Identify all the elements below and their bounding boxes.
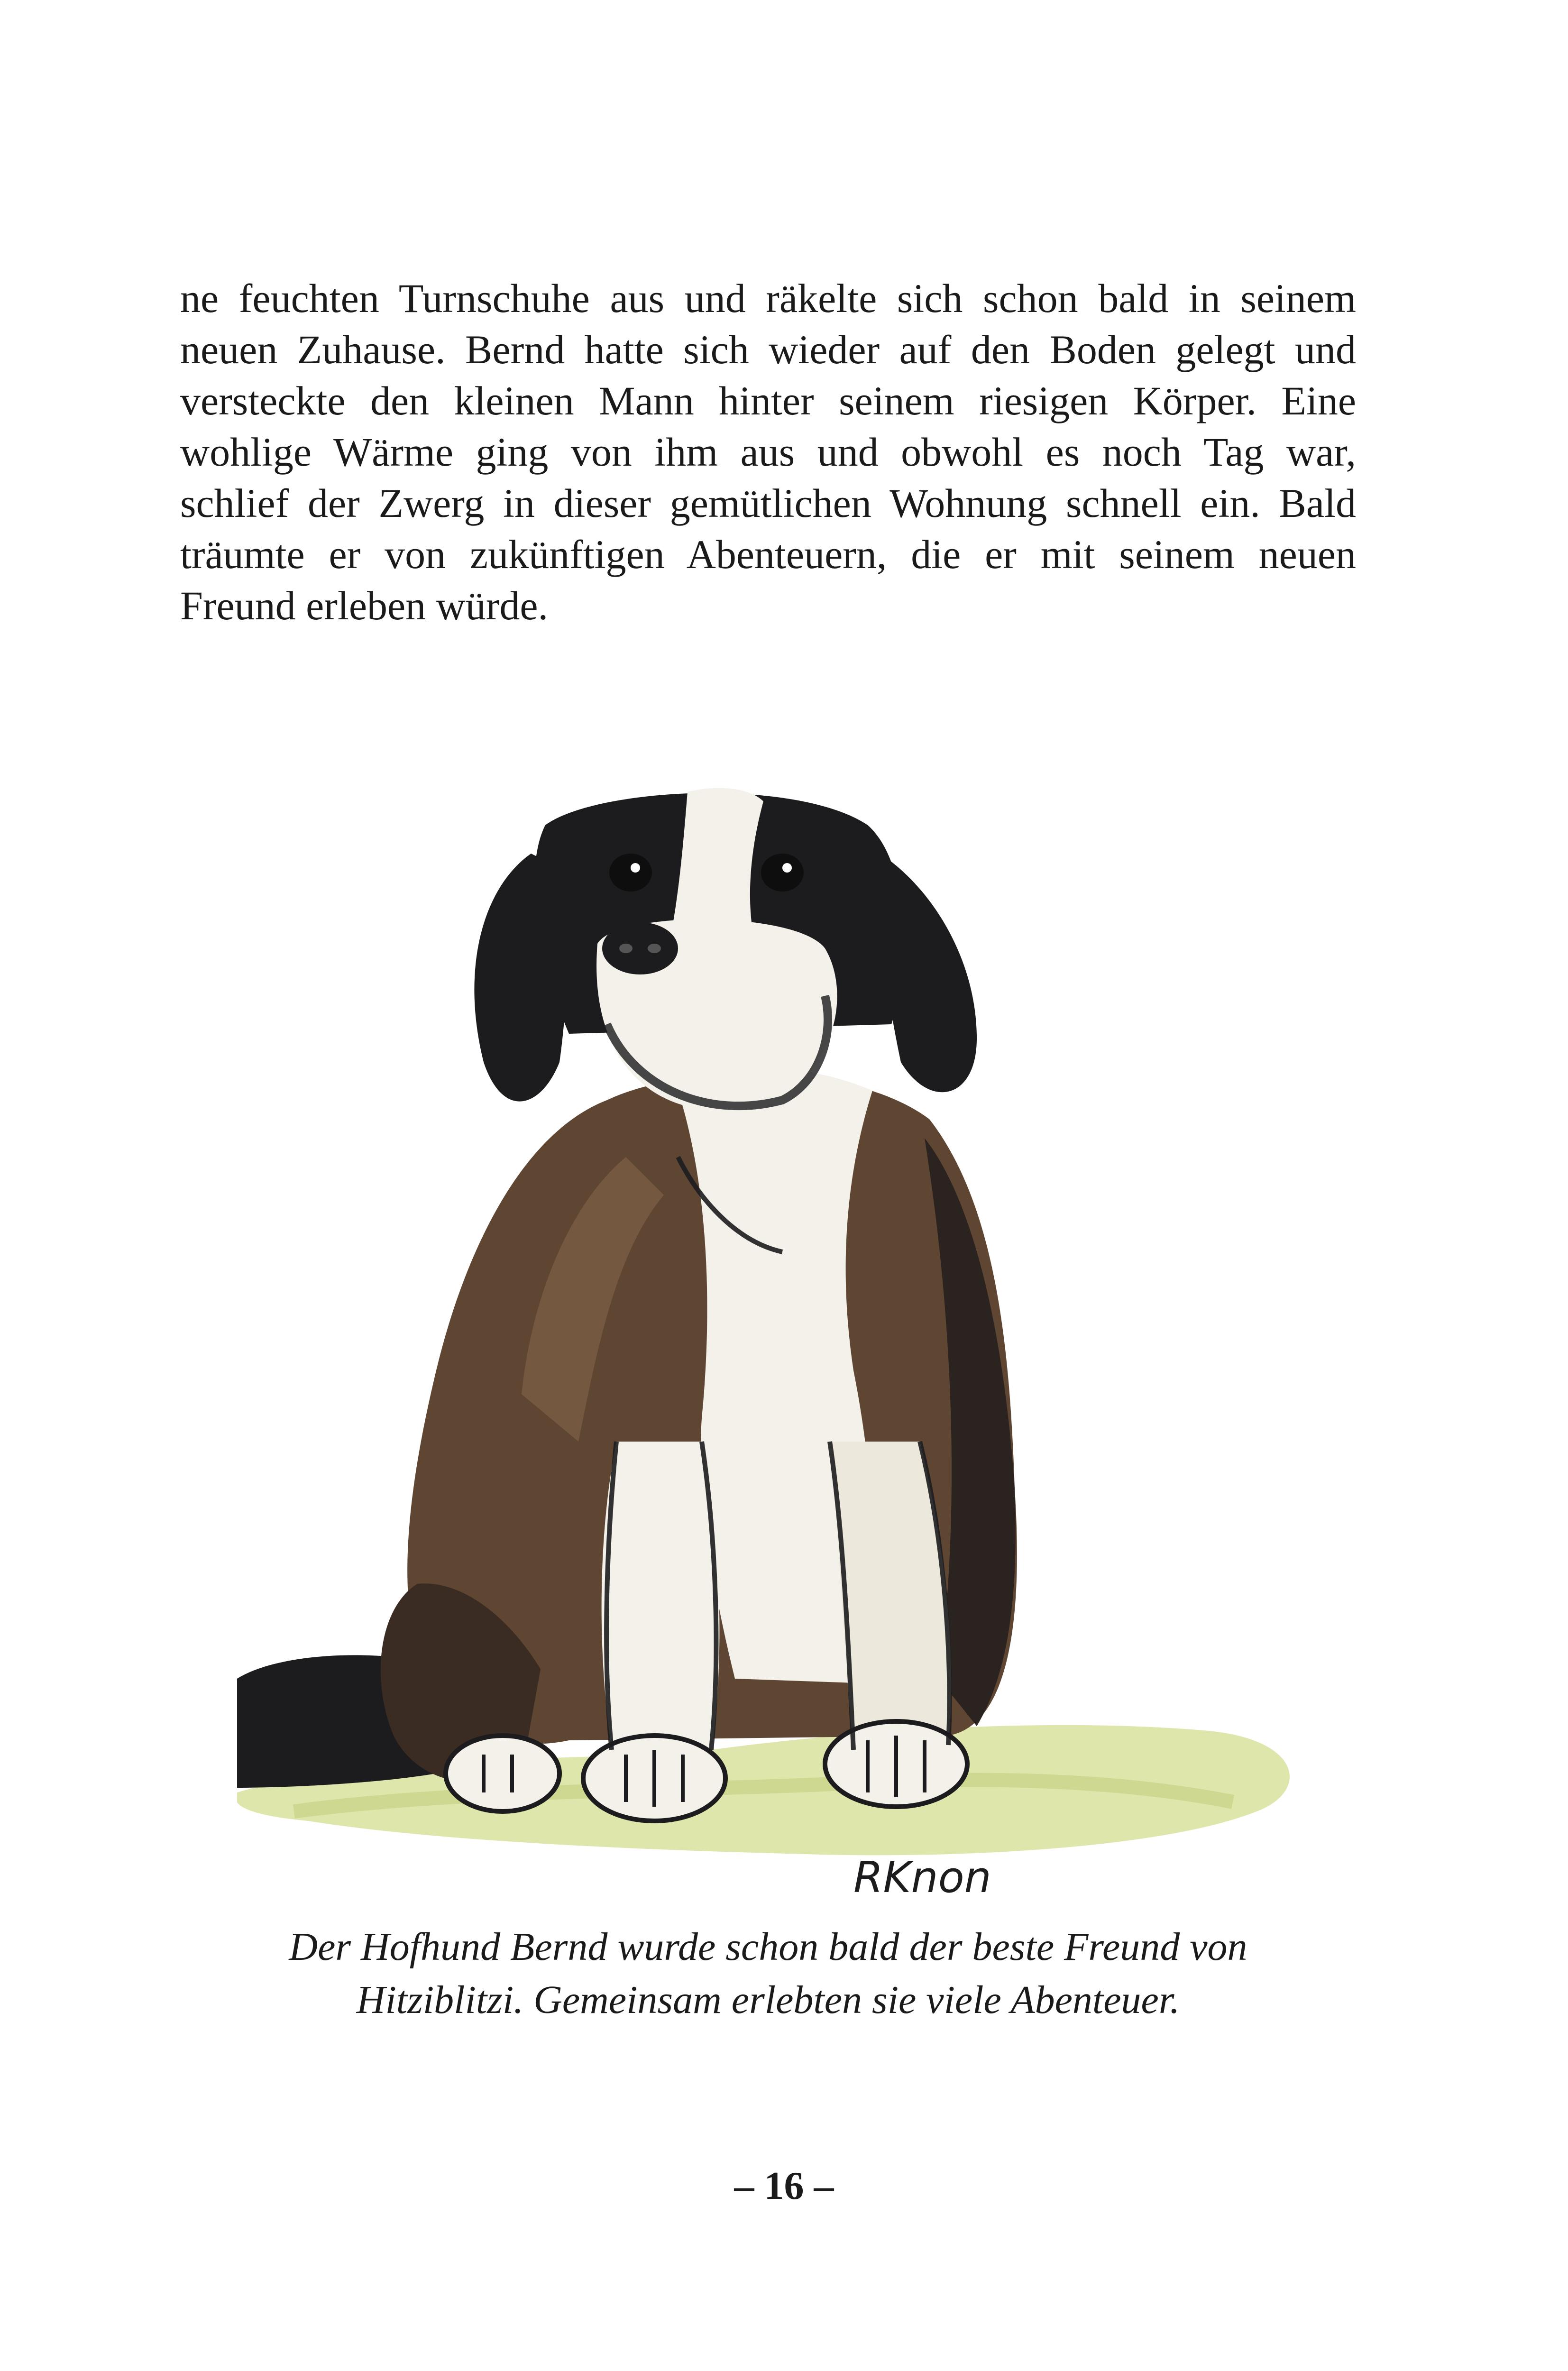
body-text	[180, 273, 1356, 631]
body-line: wohlige Wärme ging von ihm aus und obwohl es noch Tag war,	[180, 429, 1356, 475]
front-leg-left	[602, 1442, 720, 1755]
page-number: – 16 –	[734, 2164, 834, 2208]
nose	[602, 922, 678, 974]
figure-caption	[180, 1921, 1356, 2027]
eye-right	[761, 854, 804, 891]
body-line: versteckte den kleinen Mann hinter seinem riesigen Körper. Eine	[180, 378, 1356, 423]
st-bernard-drawing	[237, 730, 1318, 1916]
eye-left	[609, 854, 652, 891]
dog-illustration	[237, 730, 1318, 1916]
body-line: ne feuchten Turnschuhe aus und räkelte sich schon bald in seinem	[180, 276, 1356, 321]
caption-line: Hitziblitzi. Gemeinsam erlebten sie viele Abenteuer.	[356, 1978, 1180, 2022]
body-line: schlief der Zwerg in dieser gemütlichen Wohnung schnell ein. Bald	[180, 480, 1356, 526]
body-line: Freund erleben würde.	[180, 583, 549, 628]
artist-signature: RKnon	[853, 1853, 991, 1902]
body-line: träumte er von zukünftigen Abenteuern, die er mit seinem neuen	[180, 532, 1356, 577]
body-line: neuen Zuhause. Bernd hatte sich wieder auf den Boden gelegt und	[180, 327, 1356, 372]
paw-back	[446, 1736, 559, 1811]
caption-line: Der Hofhund Bernd wurde schon bald der beste Freund von	[289, 1925, 1247, 1969]
